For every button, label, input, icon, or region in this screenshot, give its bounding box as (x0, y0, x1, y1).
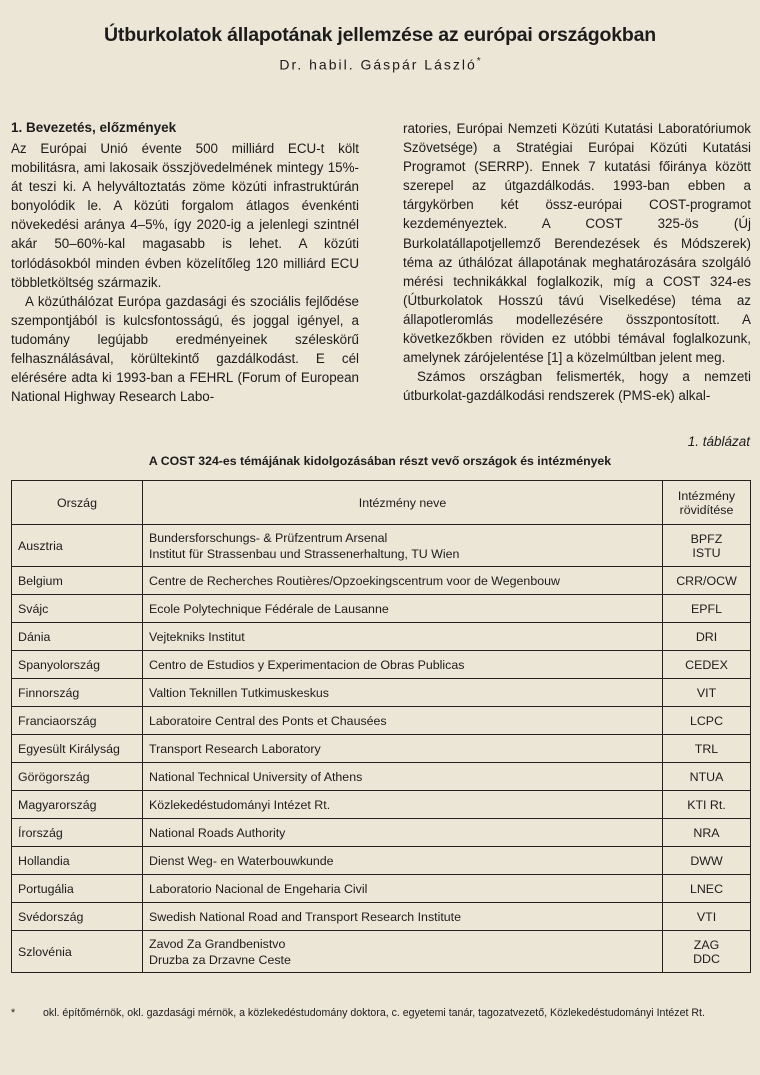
institution-cell (143, 903, 663, 931)
header-institution: Intézmény neve (143, 481, 663, 525)
table-caption: A COST 324-es témájának kidolgozásában részt vevő országok és intézmények (148, 454, 612, 468)
institution-abbreviation: DWW (690, 853, 723, 868)
institution-name: Druzba za Drzavne Ceste (149, 952, 291, 967)
abbreviation-cell (663, 679, 751, 707)
table-row (12, 595, 751, 623)
country-cell: Írország (12, 819, 143, 847)
table-row (12, 735, 751, 763)
abbreviation-cell (663, 763, 751, 791)
abbreviation-cell (663, 623, 751, 651)
institution-name: National Technical University of Athens (149, 769, 363, 784)
institution-name: Közlekedéstudományi Intézet Rt. (149, 797, 331, 812)
country-cell: Egyesült Királyság (12, 735, 143, 763)
author-line (0, 56, 760, 73)
institution-abbreviation: CEDEX (685, 657, 728, 672)
table-row (12, 875, 751, 903)
institution-abbreviation: ZAG (693, 937, 720, 952)
abbreviation-cell (663, 595, 751, 623)
country-cell: Dánia (12, 623, 143, 651)
institution-cell (143, 791, 663, 819)
institution-cell (143, 707, 663, 735)
country-cell: Spanyolország (12, 651, 143, 679)
institution-cell (143, 875, 663, 903)
institution-cell (143, 623, 663, 651)
table-row (12, 707, 751, 735)
abbreviation-cell (663, 875, 751, 903)
institution-abbreviation: LCPC (689, 713, 724, 728)
table-row (12, 903, 751, 931)
institution-name: Transport Research Laboratory (149, 741, 321, 756)
abbreviation-cell (663, 651, 751, 679)
institution-cell (143, 819, 663, 847)
country-cell: Hollandia (12, 847, 143, 875)
institution-abbreviation: VIT (696, 685, 717, 700)
institution-name: Vejtekniks Institut (149, 629, 245, 644)
author-footnote-mark: * (476, 56, 481, 67)
institution-cell (143, 763, 663, 791)
institution-abbreviation: CRR/OCW (676, 573, 737, 588)
institution-abbreviation: TRL (694, 741, 719, 756)
institution-abbreviation: EPFL (691, 601, 722, 616)
institution-abbreviation: DDC (693, 951, 720, 966)
institution-name: Laboratorio Nacional de Engeharia Civil (149, 881, 368, 896)
page-title: Útburkolatok állapotának jellemzése az európai országokban (104, 24, 656, 46)
institution-abbreviation: BPFZ (690, 531, 723, 546)
abbreviation-cell (663, 819, 751, 847)
table-row (12, 819, 751, 847)
institution-name: Laboratoire Central des Ponts et Chausées (149, 713, 387, 728)
institution-name: Institut für Strassenbau und Strassenerhaltung, TU Wien (149, 546, 460, 561)
right-paragraph-2: Számos országban felismerték, hogy a nemzeti útburkolat-gazdálkodási rendszerek (PMS-ek) alkal- (403, 369, 751, 404)
table-row (12, 651, 751, 679)
institution-name: Centro de Estudios y Experimentacion de Obras Publicas (149, 657, 465, 672)
institution-abbreviation: NTUA (689, 769, 724, 784)
institutions-table (11, 480, 751, 973)
abbreviation-cell (663, 735, 751, 763)
institution-name: National Roads Authority (149, 825, 286, 840)
institution-abbreviation: DRI (695, 629, 718, 644)
institution-name: Centre de Recherches Routières/Opzoekingscentrum voor de Wegenbouw (149, 573, 560, 588)
country-cell: Svédország (12, 903, 143, 931)
institution-name: Bundersforschungs- & Prüfzentrum Arsenal (149, 530, 388, 545)
header-country: Ország (12, 481, 143, 525)
country-cell: Svájc (12, 595, 143, 623)
institution-cell (143, 847, 663, 875)
institution-cell (143, 567, 663, 595)
country-cell: Görögország (12, 763, 143, 791)
institution-name: Ecole Polytechnique Fédérale de Lausanne (149, 601, 389, 616)
institution-name: Swedish National Road and Transport Research Institute (149, 909, 462, 924)
table-row (12, 791, 751, 819)
abbreviation-cell (663, 567, 751, 595)
footnote-mark: * (11, 1007, 16, 1019)
left-paragraph-1: Az Európai Unió évente 500 milliárd ECU-t költ mobilitásra, ami lakosaik összjövedelmének mintegy 15%-át teszi ki. A helyváltoztatás zöme közúti infrastruktúrán bonyolódik le. A közúti forgalom átlagos évenkénti növekedési aránya 4–5%, így 2020-ig a jelenlegi szintnél akár 50–60%-kal magasabb is lehet. A közúti torlódásokból minden évben közelítőleg 120 milliárd ECU többletköltség származik. (11, 141, 359, 290)
table-row (12, 679, 751, 707)
table-row (12, 847, 751, 875)
country-cell: Finnország (12, 679, 143, 707)
table-row (12, 567, 751, 595)
section-heading: 1. Bevezetés, előzmények (11, 120, 177, 135)
abbreviation-cell (663, 931, 751, 973)
country-cell: Szlovénia (12, 931, 143, 973)
institution-cell (143, 679, 663, 707)
institution-name: Dienst Weg- en Waterbouwkunde (149, 853, 334, 868)
author-name: Dr. habil. Gáspár László (279, 56, 477, 73)
institution-cell (143, 931, 663, 973)
abbreviation-cell (663, 707, 751, 735)
country-cell: Franciaország (12, 707, 143, 735)
abbreviation-cell (663, 847, 751, 875)
abbreviation-cell (663, 525, 751, 567)
table-row (12, 525, 751, 567)
table-row (12, 623, 751, 651)
institution-cell (143, 595, 663, 623)
country-cell: Magyarország (12, 791, 143, 819)
left-column (11, 118, 359, 406)
left-paragraph-2: A közúthálózat Európa gazdasági és szociális fejlődése szempontjából is kulcsfontosságú, és joggal igényel, a tudomány legújabb eredményeinek széleskörű felhasználásával, körültekintő gazdálkodást. E cél elérésére adta ki 1993-ban a FEHRL (Forum of European National Highway Research Labo- (11, 293, 359, 405)
institution-abbreviation: KTI Rt. (687, 797, 726, 812)
country-cell: Ausztria (12, 525, 143, 567)
institution-cell (143, 735, 663, 763)
institution-name: Zavod Za Grandbenistvo (149, 936, 286, 951)
institution-abbreviation: ISTU (692, 545, 721, 560)
institution-abbreviation: VTI (696, 909, 717, 924)
table-number: 1. táblázat (687, 434, 750, 449)
institution-cell (143, 651, 663, 679)
institution-cell (143, 525, 663, 567)
abbreviation-cell (663, 791, 751, 819)
country-cell: Portugália (12, 875, 143, 903)
institution-abbreviation: LNEC (689, 881, 724, 896)
institution-name: Valtion Teknillen Tutkimuskeskus (149, 685, 329, 700)
header-abbreviation: Intézmény rövidítése (663, 481, 751, 525)
right-column (403, 119, 751, 405)
abbreviation-cell (663, 903, 751, 931)
footnote-text: okl. építőmérnök, okl. gazdasági mérnök, a közlekedéstudomány doktora, c. egyetemi tanár, tagozatvezető, Közlekedéstudományi Intézet Rt. (43, 1007, 705, 1019)
country-cell: Belgium (12, 567, 143, 595)
right-paragraph-1: ratories, Európai Nemzeti Közúti Kutatási Laboratóriumok Szövetsége) a Stratégiai Európai Közúti Kutatási Programot (SERRP). Ennek 7 kutatási főiránya között szerepel az útgazdálkodás. 1993-ban ebben a tárgykörben két össz-európai COST-programot kezdeményeztek. A COST 325-ös (Új Burkolatállapotjellemző Berendezések és Módszerek) téma az úthálózat állapotának meghatározására szolgáló mérési technikákkal foglalkozik, míg a COST 324-es (Útburkolatok Hosszú távú Viselkedése) téma az állapotleromlás modellezésére összpontosított. A következőkben röviden ez utóbbi témával foglalkozunk, amelynek zárójelentése [1] a közelmúltban jelent meg. (403, 121, 751, 366)
table-row (12, 763, 751, 791)
table-header-row (12, 481, 751, 525)
table-row (12, 931, 751, 973)
institution-abbreviation: NRA (693, 825, 720, 840)
